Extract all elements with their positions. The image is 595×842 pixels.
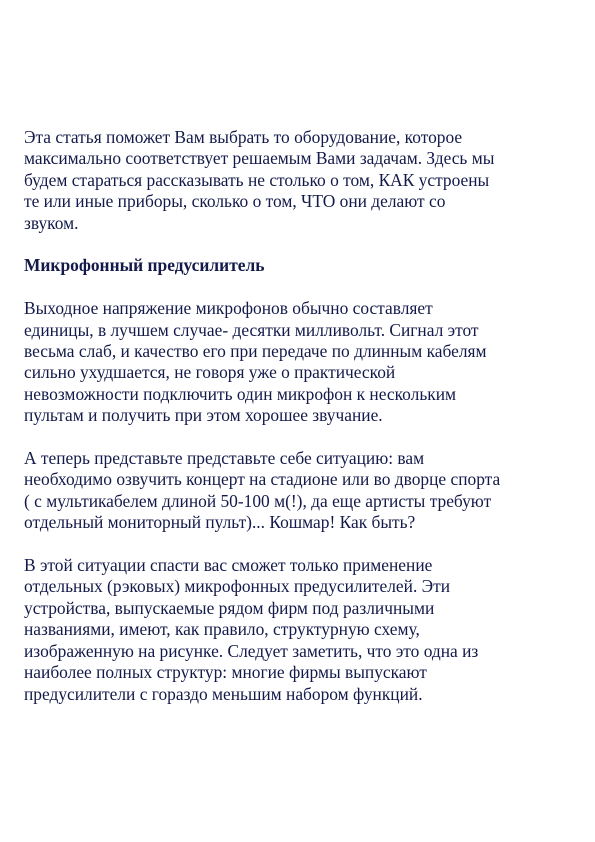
paragraph-preamps	[24, 555, 579, 705]
text-line: предусилители с гораздо меньшим набором функций.	[24, 683, 423, 704]
paragraph-output-voltage	[24, 298, 579, 426]
text-line: В этой ситуации спасти вас сможет только применение	[24, 555, 433, 576]
text-line: звуком.	[24, 212, 79, 233]
text-line: изображенную на рисунке. Следует заметить, что это одна из	[24, 640, 479, 661]
paragraph-situation	[24, 448, 579, 534]
text-line: Выходное напряжение микрофонов обычно составляет	[24, 298, 433, 319]
document-body	[24, 127, 579, 726]
text-line: будем стараться рассказывать не столько о том, КАК устроены	[24, 169, 490, 190]
heading-text: Микрофонный предусилитель	[24, 255, 265, 276]
text-line: отдельных (рэковых) микрофонных предусилителей. Эти	[24, 576, 451, 597]
text-line: ( с мультикабелем длиной 50-100 м(!), да еще артисты требуют	[24, 490, 492, 511]
text-line: наиболее полных структур: многие фирмы выпускают	[24, 662, 427, 683]
section-heading	[24, 255, 579, 276]
paragraph-intro	[24, 127, 579, 234]
text-line: единицы, в лучшем случае- десятки милливольт. Сигнал этот	[24, 319, 479, 340]
text-line: необходимо озвучить концерт на стадионе или во дворце спорта	[24, 469, 501, 490]
text-line: Эта статья поможет Вам выбрать то оборудование, которое	[24, 127, 463, 147]
text-line: отдельный мониторный пульт)... Кошмар! Как быть?	[24, 512, 416, 533]
text-line: названиями, имеют, как правило, структурную схему,	[24, 619, 420, 640]
text-line: весьма слаб, и качество его при передаче по длинным кабелям	[24, 341, 487, 362]
text-line: устройства, выпускаемые рядом фирм под различными	[24, 597, 435, 618]
text-line: пультам и получить при этом хорошее звучание.	[24, 405, 383, 426]
text-line: невозможности подключить один микрофон к нескольким	[24, 383, 457, 404]
text-line: максимально соответствует решаемым Вами задачам. Здесь мы	[24, 148, 495, 169]
text-line: А теперь представьте представьте себе ситуацию: вам	[24, 448, 425, 469]
text-line: те или иные приборы, сколько о том, ЧТО они делают со	[24, 191, 446, 212]
text-line: сильно ухудшается, не говоря уже о практической	[24, 362, 396, 383]
